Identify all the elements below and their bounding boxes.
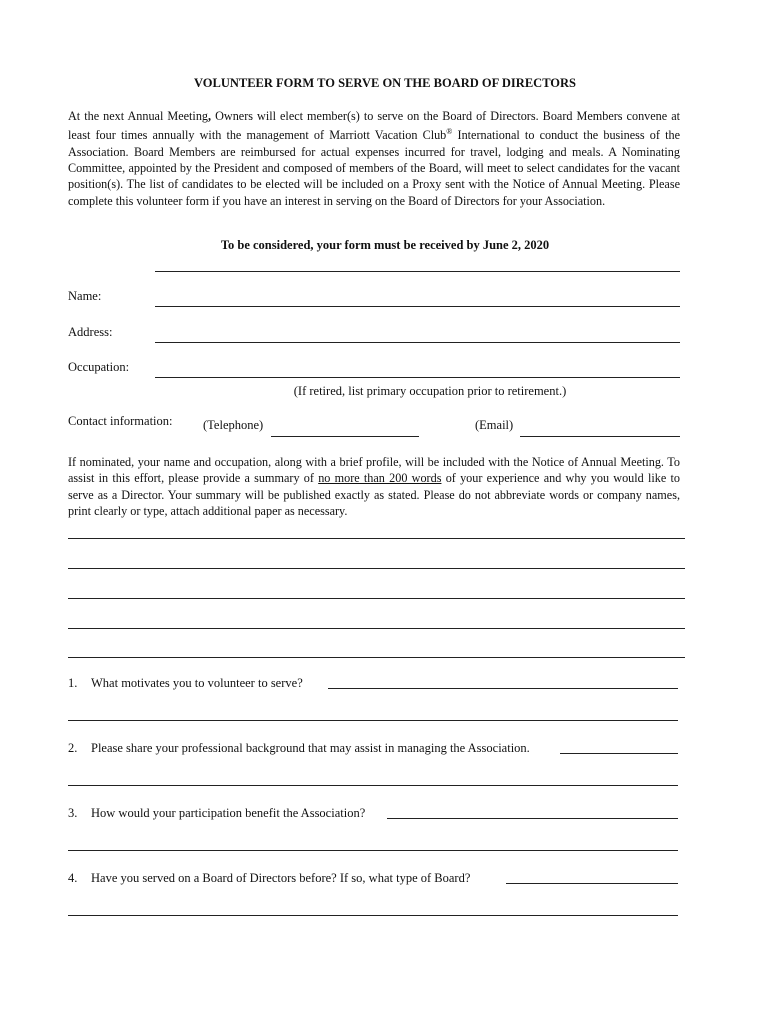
intro-comma: , xyxy=(208,109,212,123)
intro-text-2: Owners will elect member(s) to serve on the Board of Directors. Board Members convene at least four times annually with the management of Marriott Vacation Club xyxy=(68,109,680,143)
question-3-answer-line[interactable] xyxy=(387,818,678,819)
summary-text-2: of your experience and why you would like to serve as a Director. Your summary will be published exactly as stated. Please do not abbreviate words or company names, print clearly or type, attach additional paper as necessary. xyxy=(68,471,680,518)
name-field[interactable] xyxy=(155,306,680,307)
address-field[interactable] xyxy=(155,342,680,343)
blank-line[interactable] xyxy=(155,271,680,272)
email-label: (Email) xyxy=(475,418,514,432)
question-4-number: 4. xyxy=(68,871,78,885)
contact-label: Contact information: xyxy=(68,414,173,428)
intro-text-1: At the next Annual Meeting xyxy=(68,109,209,123)
summary-line[interactable] xyxy=(68,628,685,629)
question-1-text: What motivates you to volunteer to serve? xyxy=(91,676,303,690)
question-3-number: 3. xyxy=(68,806,78,820)
summary-line[interactable] xyxy=(68,568,685,569)
question-4-answer-line[interactable] xyxy=(506,883,678,884)
address-label: Address: xyxy=(68,325,113,339)
question-4-text: Have you served on a Board of Directors before? If so, what type of Board? xyxy=(91,871,471,885)
occupation-label: Occupation: xyxy=(68,360,130,374)
intro-text-3: International to conduct the business of the Association. Board Members are reimbursed for actual expenses incurred for travel, lodging and meals. A Nominating Committee, appointed by the President and composed of members of the Board, will meet to select candidates for the vacant position(s). The list of candidates to be elected will be included on a Proxy sent with the Notice of Annual Meeting. Please complete this volunteer form if you have an interest in serving on the Board of Directors for your Association. xyxy=(68,128,681,208)
telephone-label: (Telephone) xyxy=(203,418,264,432)
question-2-text: Please share your professional background that may assist in managing the Association. xyxy=(91,741,530,755)
registered-mark: ® xyxy=(446,127,453,137)
question-2-number: 2. xyxy=(68,741,78,755)
intro-paragraph xyxy=(68,108,680,209)
question-1-number: 1. xyxy=(68,676,78,690)
question-3-answer-line[interactable] xyxy=(68,850,678,851)
summary-line[interactable] xyxy=(68,657,685,658)
question-2-answer-line[interactable] xyxy=(68,785,678,786)
question-3-text: How would your participation benefit the Association? xyxy=(91,806,366,820)
summary-line[interactable] xyxy=(68,598,685,599)
email-field[interactable] xyxy=(520,436,680,437)
question-1-answer-line[interactable] xyxy=(328,688,678,689)
deadline-notice: To be considered, your form must be received by June 2, 2020 xyxy=(220,238,550,252)
question-4-answer-line[interactable] xyxy=(68,915,678,916)
telephone-field[interactable] xyxy=(271,436,419,437)
question-2-answer-line[interactable] xyxy=(560,753,678,754)
summary-line[interactable] xyxy=(68,538,685,539)
word-limit: no more than 200 words xyxy=(318,471,442,486)
summary-instructions xyxy=(68,454,680,519)
form-title: VOLUNTEER FORM TO SERVE ON THE BOARD OF DIRECTORS xyxy=(193,76,577,90)
question-1-answer-line[interactable] xyxy=(68,720,678,721)
name-label: Name: xyxy=(68,289,102,303)
summary-text-1: If nominated, your name and occupation, along with a brief profile, will be included with the Notice of Annual Meeting. To assist in this effort, please provide a summary of xyxy=(68,455,680,486)
occupation-field[interactable] xyxy=(155,377,680,378)
retired-note: (If retired, list primary occupation prior to retirement.) xyxy=(293,384,567,398)
